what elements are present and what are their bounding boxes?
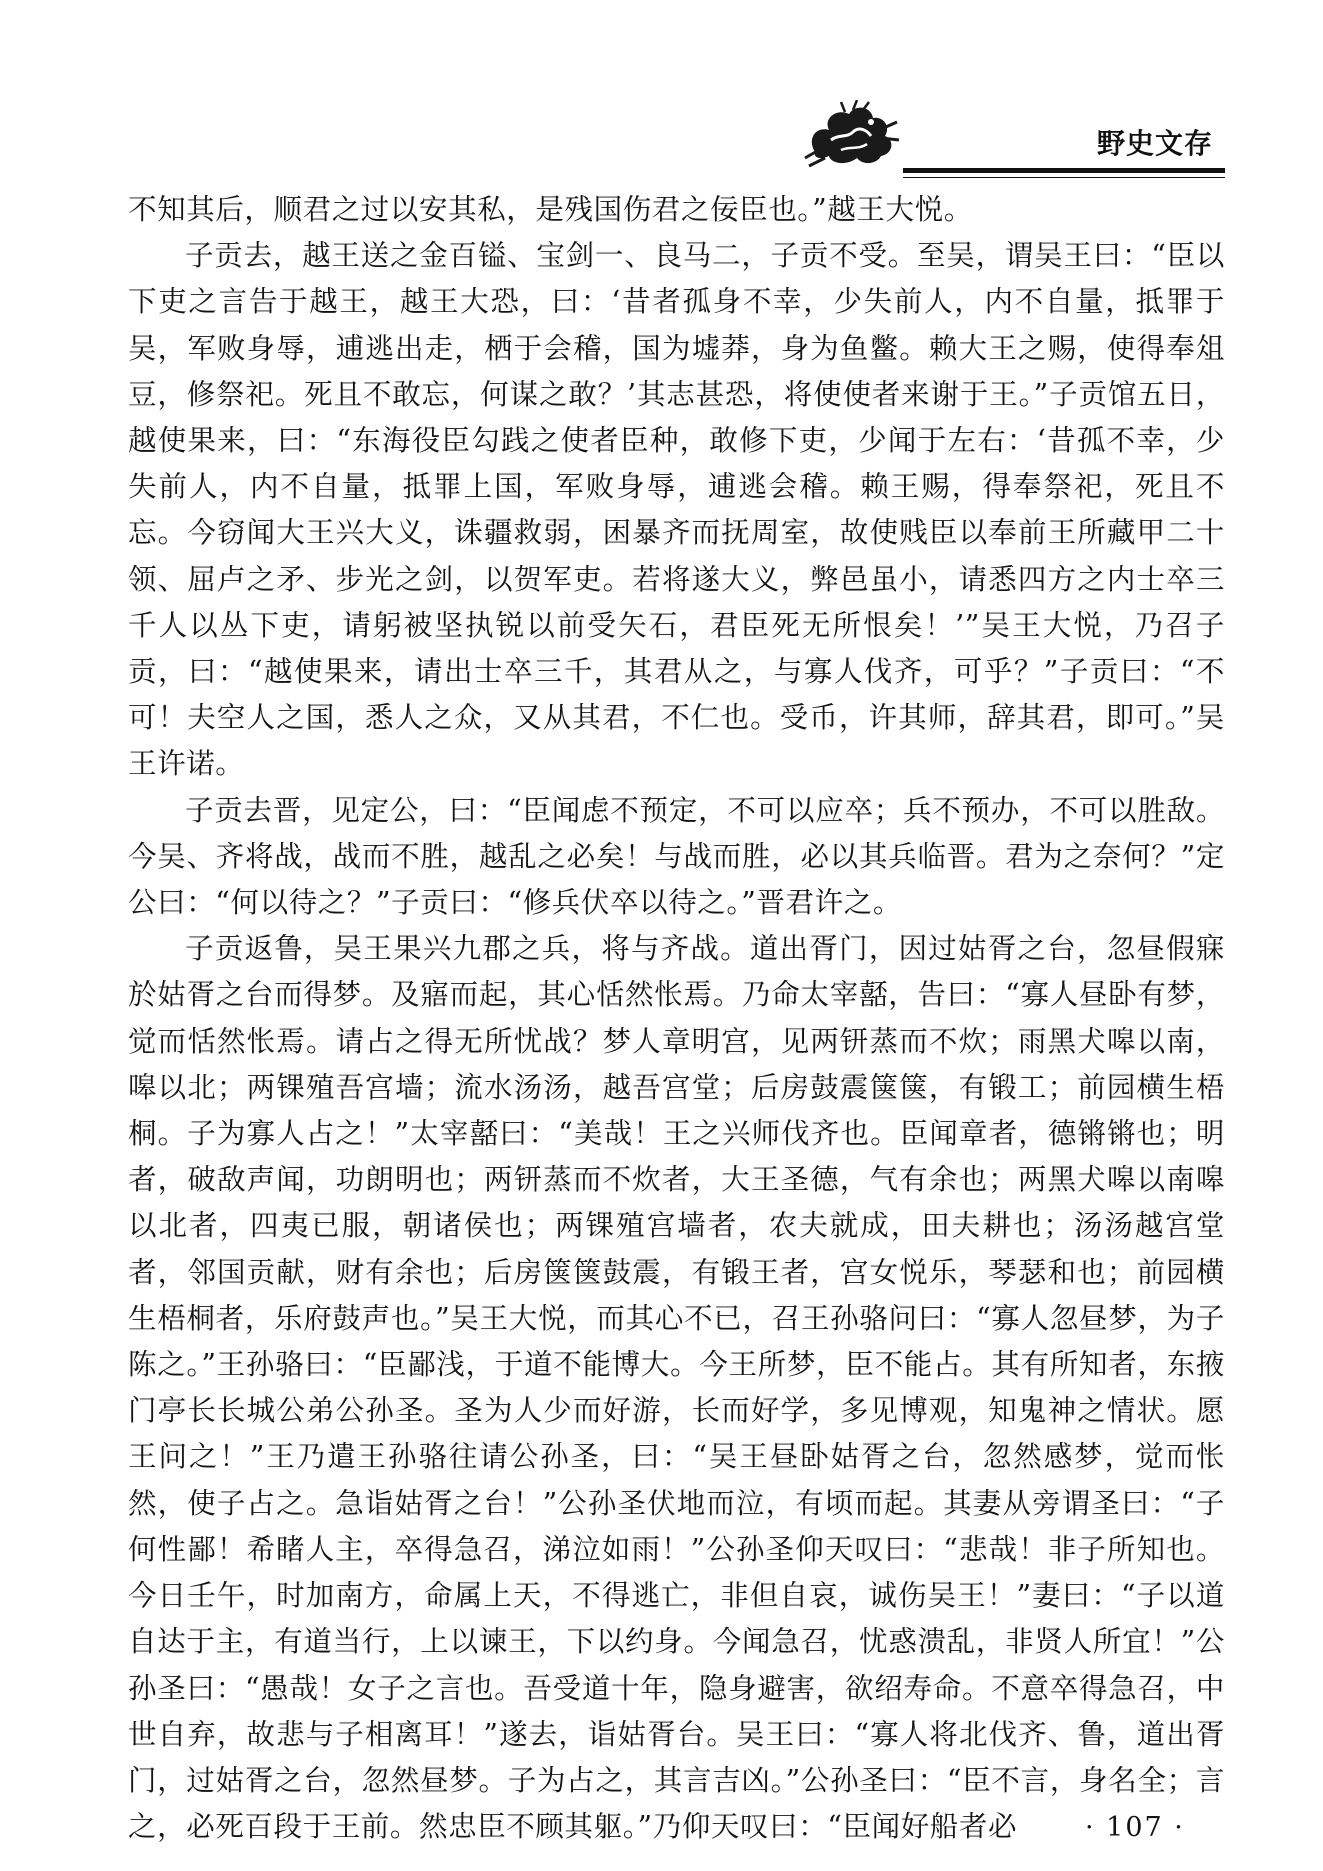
body-text <box>128 187 1225 1850</box>
paragraph: 子贡去，越王送之金百镒、宝剑一、良马二，子贡不受。至吴，谓吴王曰：“臣以下吏之言告于越王，越王大恐，曰：‘昔者孤身不幸，少失前人，内不自量，抵罪于吴，军败身辱，逋逃出走，栖于会稽，国为墟莽，身为鱼鳖。赖大王之赐，使得奉俎豆，修祭祀。死且不敢忘，何谋之敢？’其志甚恐，将使使者来谢于王。”子贡馆五日，越使果来，曰：“东海役臣勾践之使者臣种，敢修下吏，少闻于左右：‘昔孤不幸，少失前人，内不自量，抵罪上国，军败身辱，逋逃会稽。赖王赐，得奉祭祀，死且不忘。今窃闻大王兴大义，诛疆救弱，困暴齐而抚周室，故使贱臣以奉前王所藏甲二十领、屈卢之矛、步光之剑，以贺军吏。若将遂大义，弊邑虽小，请悉四方之内士卒三千人以丛下吏，请躬被坚执锐以前受矢石，君臣死无所恨矣！’”吴王大悦，乃召子贡，曰：“越使果来，请出士卒三千，其君从之，与寡人伐齐，可乎？”子贡曰：“不可！夫空人之国，悉人之众，又从其君，不仁也。受币，许其师，辞其君，即可。”吴王许诺。 <box>128 239 1225 781</box>
series-title: 野史文存 <box>1096 127 1213 160</box>
dragon-emblem-icon <box>801 100 901 170</box>
paragraph: 子贡去晋，见定公，曰：“臣闻虑不预定，不可以应卒；兵不预办，不可以胜敌。今吴、齐将战，战而不胜，越乱之必矣！与战而胜，必以其兵临晋。君为之奈何？”定公曰：“何以待之？”子贡曰：“修兵伏卒以待之。”晋君许之。 <box>128 793 1225 920</box>
page-number: · 107 · <box>1085 1812 1185 1843</box>
running-header <box>785 90 1225 180</box>
paragraph: 子贡返鲁，吴王果兴九郡之兵，将与齐战。道出胥门，因过姑胥之台，忽昼假寐於姑胥之台而得梦。及寤而起，其心恬然怅焉。乃命太宰嚭，告曰：“寡人昼卧有梦，觉而恬然怅焉。请占之得无所忧战？梦人章明宫，见两钘蒸而不炊；雨黑犬嗥以南，嗥以北；两锞殖吾宫墙；流水汤汤，越吾宫堂；后房鼓震箧箧，有锻工；前园横生梧桐。子为寡人占之！”太宰嚭曰：“美哉！王之兴师伐齐也。臣闻章者，德锵锵也；明者，破敌声闻，功朗明也；两钘蒸而不炊者，大王圣德，气有余也；两黑犬嗥以南嗥以北者，四夷已服，朝诸侯也；两锞殖宫墙者，农夫就成，田夫耕也；汤汤越宫堂者，邻国贡献，财有余也；后房箧箧鼓震，有锻王者，宫女悦乐，琴瑟和也；前园横生梧桐者，乐府鼓声也。”吴王大悦，而其心不已，召王孙骆问曰：“寡人忽昼梦，为子陈之。”王孙骆曰：“臣鄙浅，于道不能博大。今王所梦，臣不能占。其有所知者，东掖门亭长长城公弟公孙圣。圣为人少而好游，长而好学，多见博观，知鬼神之情状。愿王问之！”王乃遣王孙骆往请公孙圣，曰：“吴王昼卧姑胥之台，忽然感梦，觉而怅然，使子占之。急诣姑胥之台！”公孙圣伏地而泣，有顷而起。其妻从旁谓圣曰：“子何性鄙！希睹人主，卒得急召，涕泣如雨！”公孙圣仰天叹曰：“悲哉！非子所知也。今日壬午，时加南方，命属上天，不得逃亡，非但自哀，诚伤吴王！”妻曰：“子以道自达于主，有道当行，上以谏王，下以约身。今闻急召，忧惑溃乱，非贤人所宜！”公孙圣曰：“愚哉！女子之言也。吾受道十年，隐身避害，欲绍寿命。不意卒得急召，中世自弃，故悲与子相离耳！”遂去，诣姑胥台。吴王曰：“寡人将北伐齐、鲁，道出胥门，过姑胥之台，忽然昼梦。子为占之，其言吉凶。”公孙圣曰：“臣不言，身名全；言之，必死百段于王前。然忠臣不顾其躯。”乃仰天叹曰：“臣闻好船者必 <box>128 932 1225 1844</box>
header-rule-thin <box>903 177 1225 178</box>
header-rule-thick <box>903 168 1225 173</box>
paragraph-continued: 不知其后，顺君之过以安其私，是残国伤君之佞臣也。”越王大悦。 <box>128 193 973 226</box>
